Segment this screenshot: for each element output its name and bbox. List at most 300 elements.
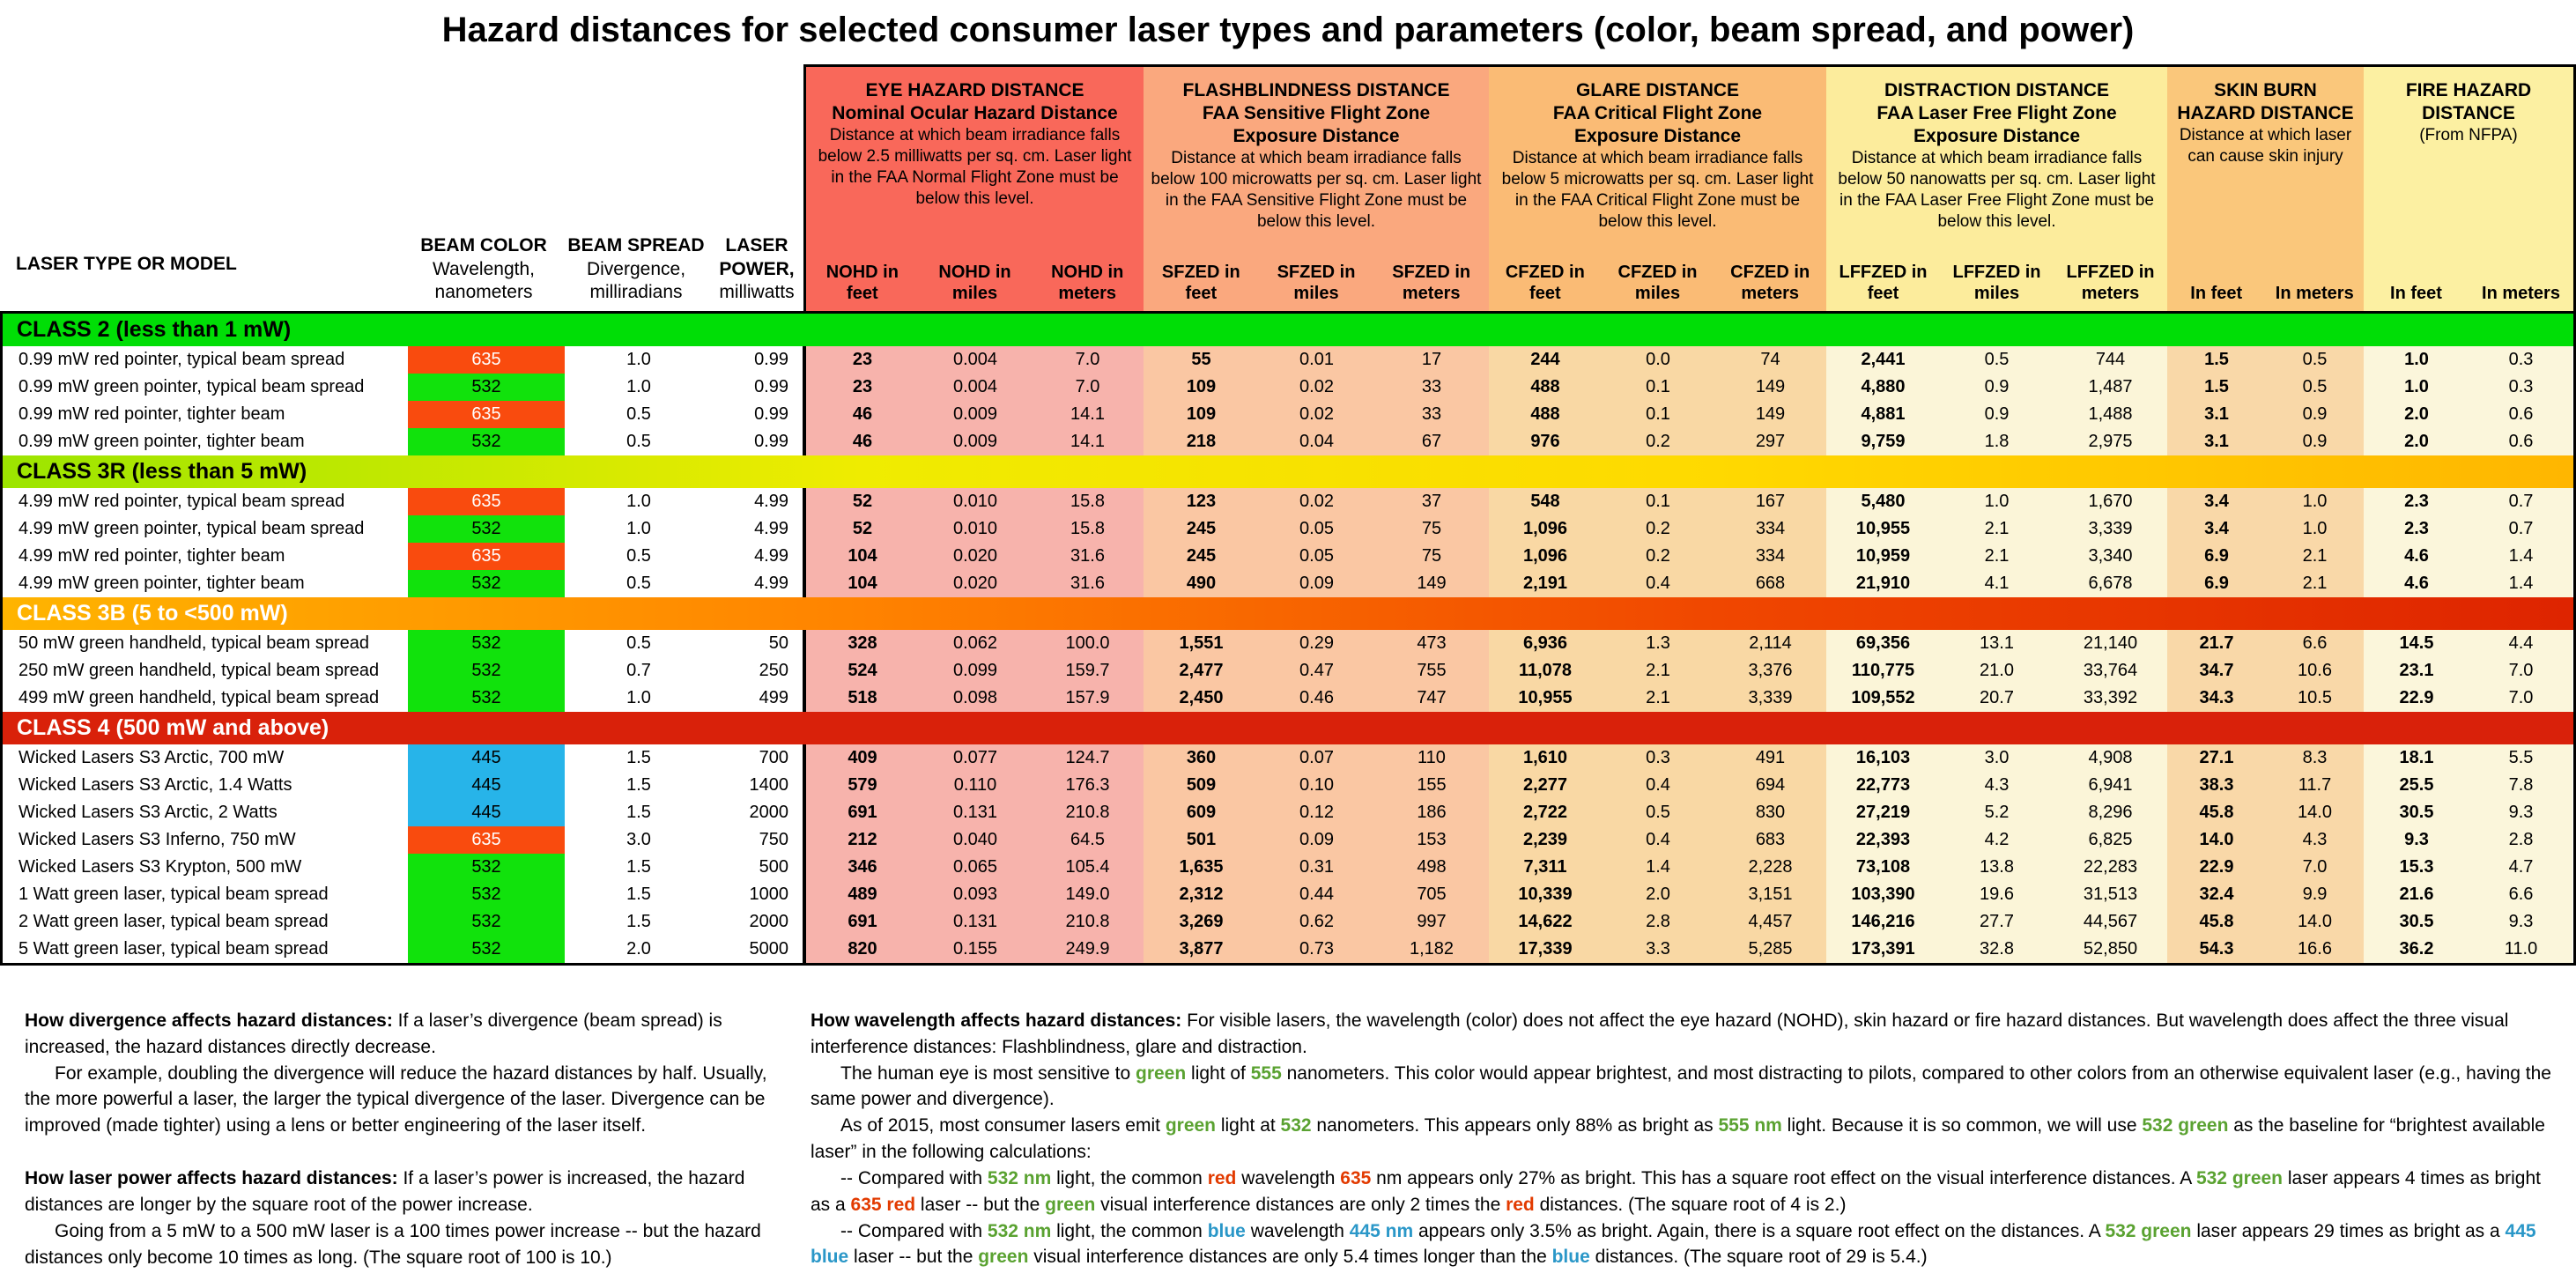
cell-data: 105.4	[1032, 854, 1144, 881]
cell-laser-power: 2000	[713, 799, 806, 826]
footer-text-run: laser appears 4 times as bright as a	[811, 1167, 2541, 1215]
cell-data: 1.5	[2167, 374, 2266, 401]
cell-data: 2.1	[2266, 543, 2364, 570]
cell-beam-spread: 2.0	[626, 939, 651, 959]
cell-data: 1.0	[2266, 488, 2364, 515]
cell-data: 2,114	[1714, 630, 1826, 657]
cell-data: 31.6	[1032, 543, 1144, 570]
cell-beam-color-swatch: 532	[408, 908, 565, 936]
cell-data: 37	[1374, 488, 1489, 515]
cell-data: 0.5	[1940, 346, 2054, 374]
footer-text-run: Going from a 5 mW to a 500 mW laser is a 100 times power increase -- but the hazard distances only become 10 times as long. (The square root of 100 is 10.)	[25, 1220, 761, 1268]
cell-data: 2.1	[2266, 570, 2364, 597]
cell-data: 46	[806, 428, 919, 455]
cell-data: 44,567	[2054, 908, 2167, 936]
cell-data: 1,487	[2054, 374, 2167, 401]
group-title-line: Exposure Distance	[1913, 126, 2081, 147]
group-title-line: DISTRACTION DISTANCE	[1884, 80, 2110, 100]
cell-data: 3.0	[1940, 744, 2054, 772]
cell-data: 2.1	[1940, 543, 2054, 570]
table-row	[3, 401, 2573, 428]
cell-beam-color-swatch: 532	[408, 630, 565, 657]
footer-text-run: How divergence affects hazard distances:	[25, 1010, 393, 1031]
cell-data: 2.0	[2364, 401, 2469, 428]
cell-data: 0.009	[919, 401, 1032, 428]
cell-data: 210.8	[1032, 908, 1144, 936]
cell-data: 489	[806, 881, 919, 908]
cell-data: 1.0	[1940, 488, 2054, 515]
group-title-line: FIRE HAZARD DISTANCE	[2405, 80, 2532, 124]
table-row	[3, 799, 2573, 826]
cell-data: 830	[1714, 799, 1826, 826]
cell-data: 22,283	[2054, 854, 2167, 881]
cell-data: 210.8	[1032, 799, 1144, 826]
cell-data: 75	[1374, 543, 1489, 570]
table-row	[3, 772, 2573, 799]
cell-data: 11.7	[2266, 772, 2364, 799]
cell-data: 0.3	[1602, 744, 1714, 772]
table-row	[3, 685, 2573, 712]
cell-laser-model: Wicked Lasers S3 Arctic, 700 mW	[19, 748, 285, 767]
group-title-line: FLASHBLINDNESS DISTANCE	[1182, 80, 1450, 100]
cell-data: 186	[1374, 799, 1489, 826]
cell-laser-power: 499	[713, 685, 806, 712]
cell-data: 23	[806, 346, 919, 374]
cell-data: 0.1	[1602, 374, 1714, 401]
cell-beam-color-swatch: 445	[408, 799, 565, 826]
cell-data: 245	[1144, 543, 1259, 570]
class-band-label: CLASS 2 (less than 1 mW)	[17, 317, 292, 342]
group-subtext: Distance at which beam irradiance falls below 100 microwatts per sq. cm. Laser light in the FAA Sensitive Flight Zone must be below this level.	[1151, 149, 1482, 231]
cell-data: 21,140	[2054, 630, 2167, 657]
cell-data: 21.6	[2364, 881, 2469, 908]
col-header-beam-spread-line3: milliradians	[589, 281, 683, 302]
footer-text-run: 532 nm	[987, 1220, 1052, 1241]
cell-data: 579	[806, 772, 919, 799]
group-description	[1489, 67, 1826, 262]
cell-data: 10,955	[1489, 685, 1602, 712]
cell-data: 5.5	[2469, 744, 2572, 772]
cell-data: 2,239	[1489, 826, 1602, 854]
cell-data: 245	[1144, 515, 1259, 543]
cell-data: 3,376	[1714, 657, 1826, 685]
cell-data: 9,759	[1826, 428, 1940, 455]
cell-data: 22,773	[1826, 772, 1940, 799]
cell-data: 0.131	[919, 908, 1032, 936]
cell-data: 4.4	[2469, 630, 2572, 657]
footer-text-run: light, the common	[1051, 1220, 1208, 1241]
cell-beam-color-swatch: 445	[408, 772, 565, 799]
cell-data: 1,096	[1489, 543, 1602, 570]
cell-data: 7.0	[1032, 374, 1144, 401]
cell-data: 0.2	[1602, 543, 1714, 570]
subcolumn-label: In meters	[2482, 284, 2560, 303]
cell-data: 0.7	[2469, 488, 2572, 515]
cell-data: 2.3	[2364, 488, 2469, 515]
cell-beam-spread: 1.5	[626, 885, 651, 904]
footer-paragraph	[25, 1166, 781, 1218]
cell-data: 0.4	[1602, 826, 1714, 854]
group-title-line: Nominal Ocular Hazard Distance	[832, 103, 1118, 124]
cell-data: 297	[1714, 428, 1826, 455]
cell-data: 21.0	[1940, 657, 2054, 685]
cell-data: 103,390	[1826, 881, 1940, 908]
cell-data: 0.05	[1259, 543, 1374, 570]
group-subtext: Distance at which laser can cause skin injury	[2179, 126, 2352, 166]
footer-text-run: visual interference distances are only 2 times the	[1095, 1194, 1506, 1215]
group-title-line: EYE HAZARD DISTANCE	[865, 80, 1084, 100]
footer-text-run: 555	[1250, 1062, 1282, 1084]
cell-data: 509	[1144, 772, 1259, 799]
cell-data: 1,096	[1489, 515, 1602, 543]
table-row	[3, 657, 2573, 685]
cell-laser-model: 0.99 mW red pointer, typical beam spread	[19, 350, 345, 369]
cell-data: 491	[1714, 744, 1826, 772]
cell-data: 2.1	[1940, 515, 2054, 543]
cell-laser-model: Wicked Lasers S3 Arctic, 1.4 Watts	[19, 775, 292, 795]
cell-data: 146,216	[1826, 908, 1940, 936]
cell-data: 149	[1714, 401, 1826, 428]
cell-data: 4.6	[2364, 543, 2469, 570]
footer-text-run: light. Because it is so common, we will use	[1781, 1115, 2143, 1136]
cell-data: 6.6	[2469, 881, 2572, 908]
footer-text-run: nanometers. This appears only 88% as bright as	[1311, 1115, 1719, 1136]
cell-data: 2,441	[1826, 346, 1940, 374]
cell-laser-power: 1400	[713, 772, 806, 799]
col-header-laser-power-line3: milliwatts	[719, 281, 795, 302]
cell-data: 0.9	[2266, 428, 2364, 455]
col-header-laser-power-line2: POWER,	[719, 258, 795, 279]
cell-data: 0.155	[919, 936, 1032, 963]
col-header-beam-color-line3: nanometers	[434, 281, 533, 302]
cell-data: 0.099	[919, 657, 1032, 685]
cell-data: 498	[1374, 854, 1489, 881]
subcolumn-label: In feet	[2190, 284, 2243, 303]
cell-data: 14,622	[1489, 908, 1602, 936]
cell-data: 17,339	[1489, 936, 1602, 963]
col-header-beam-color	[405, 234, 562, 304]
cell-data: 110	[1374, 744, 1489, 772]
cell-laser-power: 500	[713, 854, 806, 881]
cell-laser-model: 0.99 mW green pointer, tighter beam	[19, 432, 305, 451]
header-group-sfzed	[1144, 67, 1489, 311]
subcolumn-label: NOHD in meters	[1051, 263, 1124, 303]
cell-laser-model: Wicked Lasers S3 Krypton, 500 mW	[19, 857, 302, 877]
footer-text-run: 635	[1340, 1167, 1372, 1188]
cell-data: 3.3	[1602, 936, 1714, 963]
cell-data: 9.3	[2364, 826, 2469, 854]
cell-data: 683	[1714, 826, 1826, 854]
cell-data: 249.9	[1032, 936, 1144, 963]
cell-data: 22.9	[2364, 685, 2469, 712]
cell-data: 27.7	[1940, 908, 2054, 936]
cell-beam-spread: 1.0	[626, 519, 651, 538]
cell-data: 4,457	[1714, 908, 1826, 936]
cell-data: 2.8	[1602, 908, 1714, 936]
cell-data: 30.5	[2364, 908, 2469, 936]
cell-beam-spread: 1.5	[626, 857, 651, 877]
cell-beam-color-swatch: 532	[408, 570, 565, 597]
hazard-group-headers	[803, 64, 2576, 311]
group-subcolumns	[1144, 262, 1489, 311]
cell-data: 218	[1144, 428, 1259, 455]
table-row	[3, 744, 2573, 772]
cell-data: 1.4	[1602, 854, 1714, 881]
cell-data: 0.4	[1602, 570, 1714, 597]
footer-text-run: For visible lasers, the wavelength (color) does not affect the eye hazard (NOHD), skin hazard or fire hazard distances. But wavelength does affect the three visual interference distances: Flashblindness, glare and distraction.	[811, 1010, 2509, 1057]
footer-text-run: visual interference distances are only 5.4 times longer than the	[1028, 1247, 1552, 1268]
cell-data: 1,182	[1374, 936, 1489, 963]
cell-data: 14.1	[1032, 401, 1144, 428]
cell-data: 4,908	[2054, 744, 2167, 772]
footer-paragraph	[811, 1218, 2564, 1271]
group-title-line: FAA Critical Flight Zone	[1552, 103, 1763, 124]
footer-text-run: appears only 3.5% as bright. Again, there is a square root effect on the distances. A	[1413, 1220, 2106, 1241]
cell-data: 7.0	[2266, 854, 2364, 881]
cell-data: 25.5	[2364, 772, 2469, 799]
cell-data: 0.5	[1602, 799, 1714, 826]
hazard-table-body	[0, 311, 2576, 966]
cell-data: 16,103	[1826, 744, 1940, 772]
cell-data: 360	[1144, 744, 1259, 772]
cell-data: 8.3	[2266, 744, 2364, 772]
cell-data: 0.004	[919, 346, 1032, 374]
header-group-skin	[2167, 67, 2364, 311]
cell-beam-color-swatch: 635	[408, 346, 565, 374]
cell-laser-model: 4.99 mW green pointer, tighter beam	[19, 574, 305, 593]
cell-data: 2.0	[2364, 428, 2469, 455]
cell-beam-spread: 3.0	[626, 830, 651, 849]
cell-laser-power: 0.99	[713, 428, 806, 455]
cell-data: 45.8	[2167, 908, 2266, 936]
col-header-beam-color-line2: Wavelength,	[433, 258, 535, 279]
cell-laser-model: Wicked Lasers S3 Inferno, 750 mW	[19, 830, 296, 849]
group-description	[2167, 67, 2364, 283]
cell-beam-color-swatch: 635	[408, 488, 565, 515]
group-description	[806, 67, 1144, 262]
cell-data: 0.1	[1602, 488, 1714, 515]
class-band	[3, 455, 2573, 488]
group-title-line: FAA Sensitive Flight Zone	[1202, 103, 1431, 124]
cell-data: 1,610	[1489, 744, 1602, 772]
group-subcolumns	[1826, 262, 2167, 311]
cell-data: 34.3	[2167, 685, 2266, 712]
cell-laser-power: 4.99	[713, 543, 806, 570]
cell-data: 1.4	[2469, 570, 2572, 597]
cell-data: 5.2	[1940, 799, 2054, 826]
cell-data: 10,339	[1489, 881, 1602, 908]
cell-data: 1.8	[1940, 428, 2054, 455]
table-row	[3, 346, 2573, 374]
footer-text-run: blue	[1207, 1220, 1246, 1241]
group-title-line: Exposure Distance	[1573, 126, 1742, 147]
cell-data: 212	[806, 826, 919, 854]
class-band-label: CLASS 3B (5 to <500 mW)	[17, 601, 288, 625]
cell-data: 0.093	[919, 881, 1032, 908]
cell-beam-color-swatch: 445	[408, 744, 565, 772]
cell-laser-model: 4.99 mW green pointer, typical beam spread	[19, 519, 365, 538]
cell-data: 23	[806, 374, 919, 401]
col-header-laser-type: LASER TYPE OR MODEL	[16, 253, 237, 274]
subcolumn-label: SFZED in miles	[1277, 263, 1356, 303]
left-column-headers	[0, 64, 803, 311]
cell-beam-color-swatch: 635	[408, 826, 565, 854]
cell-data: 0.09	[1259, 826, 1374, 854]
cell-laser-power: 750	[713, 826, 806, 854]
class-band	[3, 314, 2573, 346]
table-row	[3, 488, 2573, 515]
class-band-label: CLASS 4 (500 mW and above)	[17, 715, 329, 740]
cell-data: 109	[1144, 374, 1259, 401]
cell-laser-power: 4.99	[713, 515, 806, 543]
cell-data: 3.1	[2167, 401, 2266, 428]
cell-data: 0.73	[1259, 936, 1374, 963]
cell-data: 518	[806, 685, 919, 712]
cell-data: 173,391	[1826, 936, 1940, 963]
col-header-beam-color-line1: BEAM COLOR	[420, 235, 547, 256]
table-header	[0, 64, 2576, 311]
cell-data: 10,959	[1826, 543, 1940, 570]
cell-data: 0.02	[1259, 374, 1374, 401]
cell-data: 0.5	[2266, 346, 2364, 374]
group-description	[1144, 67, 1489, 262]
cell-data: 4.3	[2266, 826, 2364, 854]
cell-laser-model: 4.99 mW red pointer, tighter beam	[19, 546, 285, 566]
subcolumn-label: In feet	[2390, 284, 2442, 303]
cell-data: 747	[1374, 685, 1489, 712]
cell-data: 0.7	[2469, 515, 2572, 543]
table-row	[3, 515, 2573, 543]
cell-data: 15.3	[2364, 854, 2469, 881]
cell-data: 3.4	[2167, 515, 2266, 543]
cell-data: 2,191	[1489, 570, 1602, 597]
cell-data: 0.062	[919, 630, 1032, 657]
footer-text-run: If a laser’s power is increased, the hazard distances are longer by the square root of the power increase.	[25, 1168, 745, 1215]
footer-paragraph	[811, 1061, 2564, 1114]
group-title-line: SKIN BURN HAZARD DISTANCE	[2177, 80, 2354, 124]
footer-text-run: nanometers. This color would appear brightest, and most distracting to pilots, compared to other colors from an otherwise equivalent laser (e.g., having the same power and divergence).	[811, 1062, 2551, 1110]
cell-data: 334	[1714, 543, 1826, 570]
cell-data: 0.020	[919, 543, 1032, 570]
cell-data: 0.12	[1259, 799, 1374, 826]
cell-data: 16.6	[2266, 936, 2364, 963]
footer-text-run: 532	[1280, 1115, 1312, 1136]
footer-text-run: 635 red	[850, 1194, 916, 1215]
col-header-beam-spread-line1: BEAM SPREAD	[567, 235, 705, 256]
cell-data: 0.098	[919, 685, 1032, 712]
cell-data: 18.1	[2364, 744, 2469, 772]
cell-data: 22.9	[2167, 854, 2266, 881]
cell-data: 976	[1489, 428, 1602, 455]
cell-data: 0.131	[919, 799, 1032, 826]
footer-text-run: laser appears 29 times as bright as a	[2191, 1220, 2506, 1241]
cell-data: 21.7	[2167, 630, 2266, 657]
cell-data: 0.2	[1602, 515, 1714, 543]
table-row	[3, 428, 2573, 455]
table-row	[3, 543, 2573, 570]
footnote-column-right	[811, 1008, 2564, 1270]
cell-data: 2,975	[2054, 428, 2167, 455]
cell-data: 104	[806, 543, 919, 570]
cell-laser-power: 700	[713, 744, 806, 772]
cell-data: 7,311	[1489, 854, 1602, 881]
cell-data: 609	[1144, 799, 1259, 826]
footer-paragraph	[811, 1166, 2564, 1218]
cell-data: 104	[806, 570, 919, 597]
cell-data: 744	[2054, 346, 2167, 374]
footer-paragraph	[811, 1008, 2564, 1061]
subcolumn-label: SFZED in meters	[1392, 263, 1471, 303]
cell-data: 490	[1144, 570, 1259, 597]
cell-laser-power: 0.99	[713, 401, 806, 428]
footer-text-run: As of 2015, most consumer lasers emit	[840, 1115, 1166, 1136]
cell-laser-power: 4.99	[713, 570, 806, 597]
footer-text-run: 532 green	[2195, 1167, 2284, 1188]
cell-data: 2,450	[1144, 685, 1259, 712]
cell-data: 13.1	[1940, 630, 2054, 657]
footer-paragraph	[25, 1218, 781, 1271]
cell-data: 0.47	[1259, 657, 1374, 685]
cell-data: 100.0	[1032, 630, 1144, 657]
cell-data: 74	[1714, 346, 1826, 374]
col-header-laser-power-line1: LASER	[725, 235, 788, 256]
footer-text-run: How wavelength affects hazard distances:	[811, 1010, 1182, 1031]
cell-data: 38.3	[2167, 772, 2266, 799]
table-row	[3, 630, 2573, 657]
cell-laser-power: 2000	[713, 908, 806, 936]
class-band-label: CLASS 3R (less than 5 mW)	[17, 459, 307, 484]
cell-data: 45.8	[2167, 799, 2266, 826]
cell-data: 1.0	[2364, 374, 2469, 401]
footer-text-run: light of	[1186, 1062, 1251, 1084]
cell-beam-color-swatch: 532	[408, 881, 565, 908]
cell-data: 2.0	[1602, 881, 1714, 908]
cell-data: 0.02	[1259, 488, 1374, 515]
cell-data: 0.04	[1259, 428, 1374, 455]
cell-data: 0.0	[1602, 346, 1714, 374]
footer-text-run: light, the common	[1051, 1167, 1208, 1188]
cell-data: 3,151	[1714, 881, 1826, 908]
cell-data: 0.02	[1259, 401, 1374, 428]
cell-data: 22,393	[1826, 826, 1940, 854]
cell-data: 27,219	[1826, 799, 1940, 826]
cell-data: 2.1	[1602, 685, 1714, 712]
cell-data: 109	[1144, 401, 1259, 428]
cell-data: 23.1	[2364, 657, 2469, 685]
table-row	[3, 881, 2573, 908]
class-band	[3, 712, 2573, 744]
cell-beam-color-swatch: 532	[408, 515, 565, 543]
cell-laser-model: Wicked Lasers S3 Arctic, 2 Watts	[19, 803, 278, 822]
cell-data: 33,392	[2054, 685, 2167, 712]
cell-data: 67	[1374, 428, 1489, 455]
cell-laser-power: 4.99	[713, 488, 806, 515]
cell-beam-color-swatch: 532	[408, 428, 565, 455]
cell-data: 153	[1374, 826, 1489, 854]
cell-laser-power: 50	[713, 630, 806, 657]
footer-text-run: red	[1506, 1194, 1535, 1215]
cell-data: 6,936	[1489, 630, 1602, 657]
cell-beam-spread: 0.5	[626, 633, 651, 653]
cell-data: 4.6	[2364, 570, 2469, 597]
cell-data: 52	[806, 515, 919, 543]
cell-data: 0.10	[1259, 772, 1374, 799]
cell-data: 14.5	[2364, 630, 2469, 657]
cell-data: 176.3	[1032, 772, 1144, 799]
footer-text-run: green	[1165, 1115, 1216, 1136]
cell-data: 8,296	[2054, 799, 2167, 826]
cell-laser-power: 1000	[713, 881, 806, 908]
